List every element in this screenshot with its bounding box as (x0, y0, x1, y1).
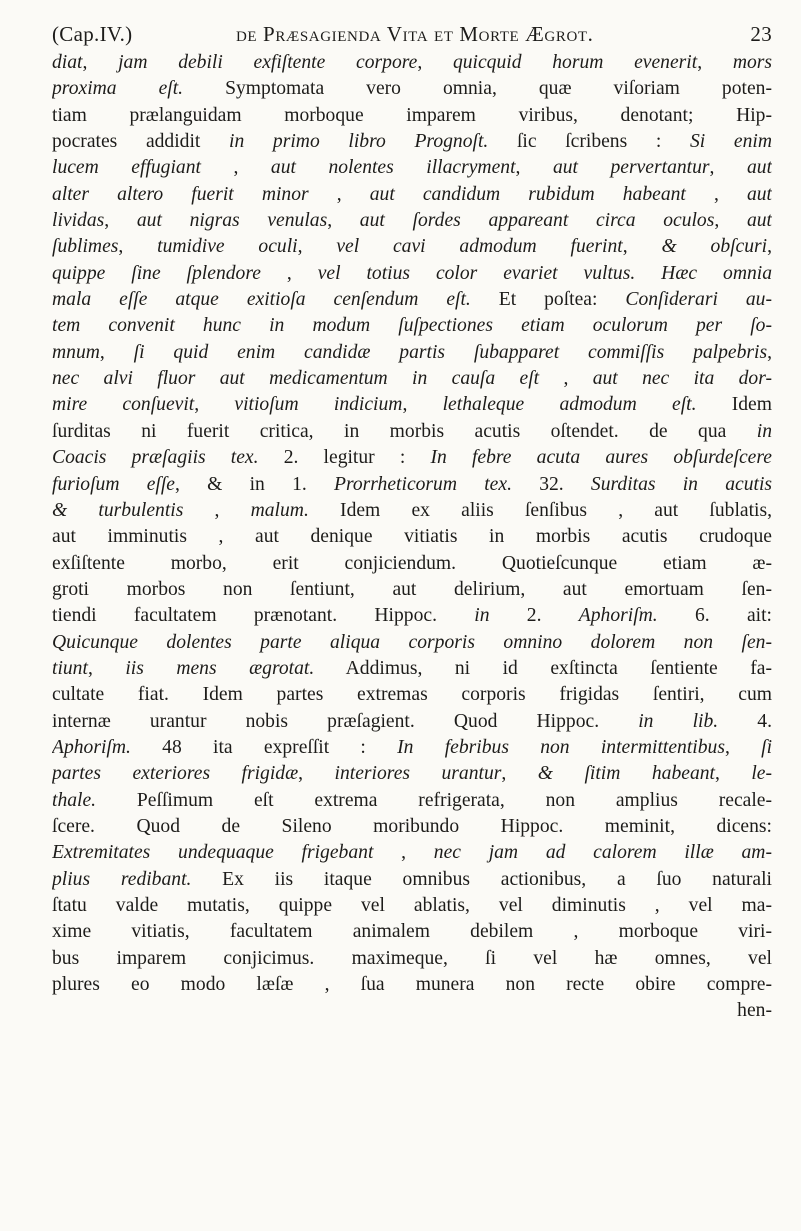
italic-segment: Aphoriſm. (52, 736, 131, 758)
text-line (52, 261, 772, 287)
roman-segment: xime vitiatis, facultatem animalem debilem , morboque viri- (52, 921, 772, 943)
text-line (52, 208, 772, 234)
text-line (52, 551, 772, 577)
roman-segment: ſtatu valde mutatis, quippe vel ablatis, vel diminutis , vel ma- (52, 895, 772, 916)
roman-segment: , (714, 210, 747, 232)
italic-segment: lethaleque admodum eſt. (442, 394, 697, 416)
text-line (52, 603, 772, 629)
italic-segment: aut (746, 210, 772, 232)
italic-segment: quicquid horum evenerit (452, 52, 698, 73)
roman-segment: , (767, 341, 772, 363)
italic-segment: in (474, 605, 490, 627)
italic-segment: lividas (52, 210, 105, 232)
italic-segment: thale. (52, 789, 97, 811)
italic-segment: Prorrheticorum tex. (334, 473, 512, 495)
roman-segment: , (87, 657, 126, 679)
italic-segment: & obſcuri (661, 236, 768, 258)
text-line (52, 946, 772, 972)
roman-segment: Ex iis itaque omnibus actionibus, a ſuo naturali (191, 868, 772, 890)
italic-segment: Coacis præſagiis tex. (52, 447, 259, 469)
text-line (52, 129, 772, 155)
roman-segment: , (697, 52, 733, 73)
roman-segment: , (515, 157, 553, 179)
roman-segment: , (99, 341, 134, 363)
roman-segment: , (501, 763, 538, 785)
italic-segment: aut nec ita dor- (592, 368, 772, 390)
italic-segment: Aphoriſm. (578, 605, 658, 627)
roman-segment: , (104, 210, 137, 232)
text-line (52, 498, 772, 524)
italic-segment: aut candidum rubidum habeant (369, 183, 686, 205)
roman-segment: , (298, 763, 335, 785)
italic-segment: Conſiderari au- (625, 289, 772, 311)
italic-segment: mala eſſe atque exitioſa cenſendum eſt. (52, 289, 471, 311)
italic-segment: In febre acuta aures obſurdeſcere (430, 447, 772, 469)
roman-segment: groti morbos non ſentiunt, aut delirium, aut emortuam ſen- (52, 578, 772, 600)
roman-segment: 2. legitur : (258, 447, 431, 469)
roman-segment: ſurditas ni fuerit critica, in morbis acutis oſtendet. de qua (52, 420, 757, 442)
text-line (52, 788, 772, 814)
roman-segment: , (118, 236, 158, 258)
roman-segment: , (767, 236, 772, 258)
italic-segment: vel totius color evariet vultus. Hæc omnia (317, 262, 772, 284)
italic-segment: ſi quid enim candidæ partis ſubapparet commiſſis palpebris (133, 341, 768, 363)
roman-segment: internæ urantur nobis præſagient. Quod Hippoc. (52, 710, 639, 732)
italic-segment: tiunt (52, 657, 88, 679)
roman-segment: tiendi facultatem prænotant. Hippoc. (52, 605, 475, 627)
roman-segment: 32. (511, 473, 591, 495)
italic-segment: in (756, 420, 772, 442)
italic-segment: iis mens ægrotat. (125, 657, 315, 679)
text-line (52, 656, 772, 682)
italic-segment: aut nigras venulas (136, 210, 328, 232)
italic-segment: diat (52, 52, 83, 73)
text-line (52, 472, 772, 498)
roman-segment: , (297, 236, 337, 258)
italic-segment: alter altero fuerit minor (52, 183, 309, 205)
text-line (52, 182, 772, 208)
italic-segment: mnum (52, 341, 100, 363)
italic-segment: vitioſum indicium (234, 394, 403, 416)
text-line (52, 103, 772, 129)
catchword (52, 998, 772, 1024)
italic-segment: Si enim (690, 131, 772, 153)
italic-segment: tumidive oculi (157, 236, 298, 258)
roman-segment: Idem ex aliis ſenſibus , aut ſublatis, (308, 499, 772, 521)
italic-segment: aut pervertantur (552, 157, 710, 179)
text-line (52, 76, 772, 102)
italic-segment: & ſitim habeant (537, 763, 715, 785)
roman-segment: bus imparem conjicimus. maximeque, ſi vel hæ omnes, vel (52, 947, 772, 969)
running-header (52, 14, 772, 48)
roman-segment: pocrates addidit (52, 131, 230, 153)
text-line (52, 313, 772, 339)
italic-segment: proxima eſt. (52, 78, 184, 100)
roman-segment: , (685, 183, 747, 205)
chapter-reference: (Cap.IV.) (52, 22, 133, 46)
roman-segment: , (82, 52, 119, 73)
text-line (52, 50, 772, 76)
roman-segment: , (200, 157, 271, 179)
page-number: 23 (750, 22, 772, 46)
roman-segment: 2. (489, 605, 579, 627)
roman-segment: Et poſtea: (470, 289, 626, 311)
text-line (52, 630, 772, 656)
roman-segment: Addimus, ni id exſtincta ſentiente fa- (314, 657, 772, 679)
roman-segment: 48 ita expreſſit : (130, 736, 398, 758)
italic-segment: aut (746, 157, 772, 179)
roman-segment: , (373, 842, 434, 864)
italic-segment: In febribus non intermittentibus (397, 736, 725, 758)
roman-segment: , (539, 368, 593, 390)
text-line (52, 761, 772, 787)
italic-segment: vel cavi admodum fuerint (336, 236, 623, 258)
roman-segment: 4. (718, 710, 772, 732)
text-line (52, 682, 772, 708)
roman-segment: ſic ſcribens : (488, 131, 690, 153)
text-line (52, 524, 772, 550)
text-line (52, 340, 772, 366)
italic-segment: partes exteriores frigidæ (52, 763, 299, 785)
italic-segment: nec jam ad calorem illæ am- (433, 842, 772, 864)
italic-segment: furioſum eſſe (52, 473, 176, 495)
text-line (52, 735, 772, 761)
italic-segment: interiores urantur (334, 763, 502, 785)
text-line (52, 445, 772, 471)
italic-segment: jam debili exfiſtente corpore (118, 52, 418, 73)
italic-segment: nec alvi fluor aut medicamentum in cauſa eſt (52, 368, 540, 390)
text-line (52, 840, 772, 866)
roman-segment: 6. ait: (657, 605, 772, 627)
italic-segment: tem convenit hunc in modum ſuſpectiones etiam oculorum per ſo- (52, 315, 772, 337)
italic-segment: Quicunque dolentes parte aliqua corporis omnino dolorem non ſen- (52, 631, 772, 653)
text-line (52, 972, 772, 998)
text-line (52, 814, 772, 840)
roman-segment: cultate fiat. Idem partes extremas corporis frigidas ſentiri, cum (52, 684, 772, 706)
roman-segment: , (724, 736, 762, 758)
italic-segment: Extremitates undequaque frigebant (52, 842, 374, 864)
italic-segment: malum. (250, 499, 309, 521)
roman-segment: , (622, 236, 662, 258)
italic-segment: le- (751, 763, 772, 785)
roman-segment: , (709, 157, 747, 179)
roman-segment: Symptomata vero omnia, quæ viſoriam poten- (183, 78, 772, 100)
roman-segment: Idem (696, 394, 772, 416)
italic-segment: in lib. (638, 710, 719, 732)
roman-segment: , (260, 262, 318, 284)
roman-segment: exſiſtente morbo, erit conjiciendum. Quotieſcunque etiam æ- (52, 552, 772, 574)
text-line (52, 709, 772, 735)
italic-segment: Surditas in acutis (590, 473, 772, 495)
italic-segment: aut nolentes illacryment (270, 157, 516, 179)
text-line (52, 287, 772, 313)
body-text (52, 50, 772, 1025)
text-line (52, 867, 772, 893)
roman-segment: , (402, 394, 443, 416)
italic-segment: mors (732, 52, 772, 73)
roman-segment: , (194, 394, 235, 416)
text-line (52, 893, 772, 919)
roman-segment: hen- (737, 1000, 772, 1022)
italic-segment: ſi (761, 736, 772, 758)
text-line (52, 577, 772, 603)
italic-segment: lucem effugiant (52, 157, 201, 179)
roman-segment: , (417, 52, 453, 73)
text-line (52, 392, 772, 418)
roman-segment: tiam prælanguidam morboque imparem viribus, denotant; Hip- (52, 104, 772, 126)
roman-segment: , (183, 499, 251, 521)
text-line (52, 419, 772, 445)
roman-segment: , (308, 183, 370, 205)
text-line (52, 234, 772, 260)
text-line (52, 155, 772, 181)
italic-segment: quippe ſine ſplendore (52, 262, 261, 284)
roman-segment: , & in 1. (175, 473, 334, 495)
italic-segment: plius redibant. (52, 868, 192, 890)
italic-segment: & turbulentis (52, 499, 184, 521)
running-title: de Præsagienda Vita et Morte Ægrot. (236, 22, 594, 46)
italic-segment: ſublimes (52, 236, 119, 258)
roman-segment: Peſſimum eſt extrema refrigerata, non amplius recale- (96, 789, 772, 811)
text-line (52, 919, 772, 945)
italic-segment: in primo libro Prognoſt. (229, 131, 489, 153)
roman-segment: , (327, 210, 360, 232)
roman-segment: , (714, 763, 752, 785)
italic-segment: aut ſordes appareant circa oculos (359, 210, 715, 232)
roman-segment: plures eo modo læſæ , ſua munera non recte obire compre- (52, 974, 772, 996)
roman-segment: ſcere. Quod de Sileno moribundo Hippoc. meminit, dicens: (52, 815, 772, 837)
roman-segment: aut imminutis , aut denique vitiatis in morbis acutis crudoque (52, 526, 772, 548)
italic-segment: aut (746, 183, 772, 205)
italic-segment: mire conſuevit (52, 394, 195, 416)
text-line (52, 366, 772, 392)
